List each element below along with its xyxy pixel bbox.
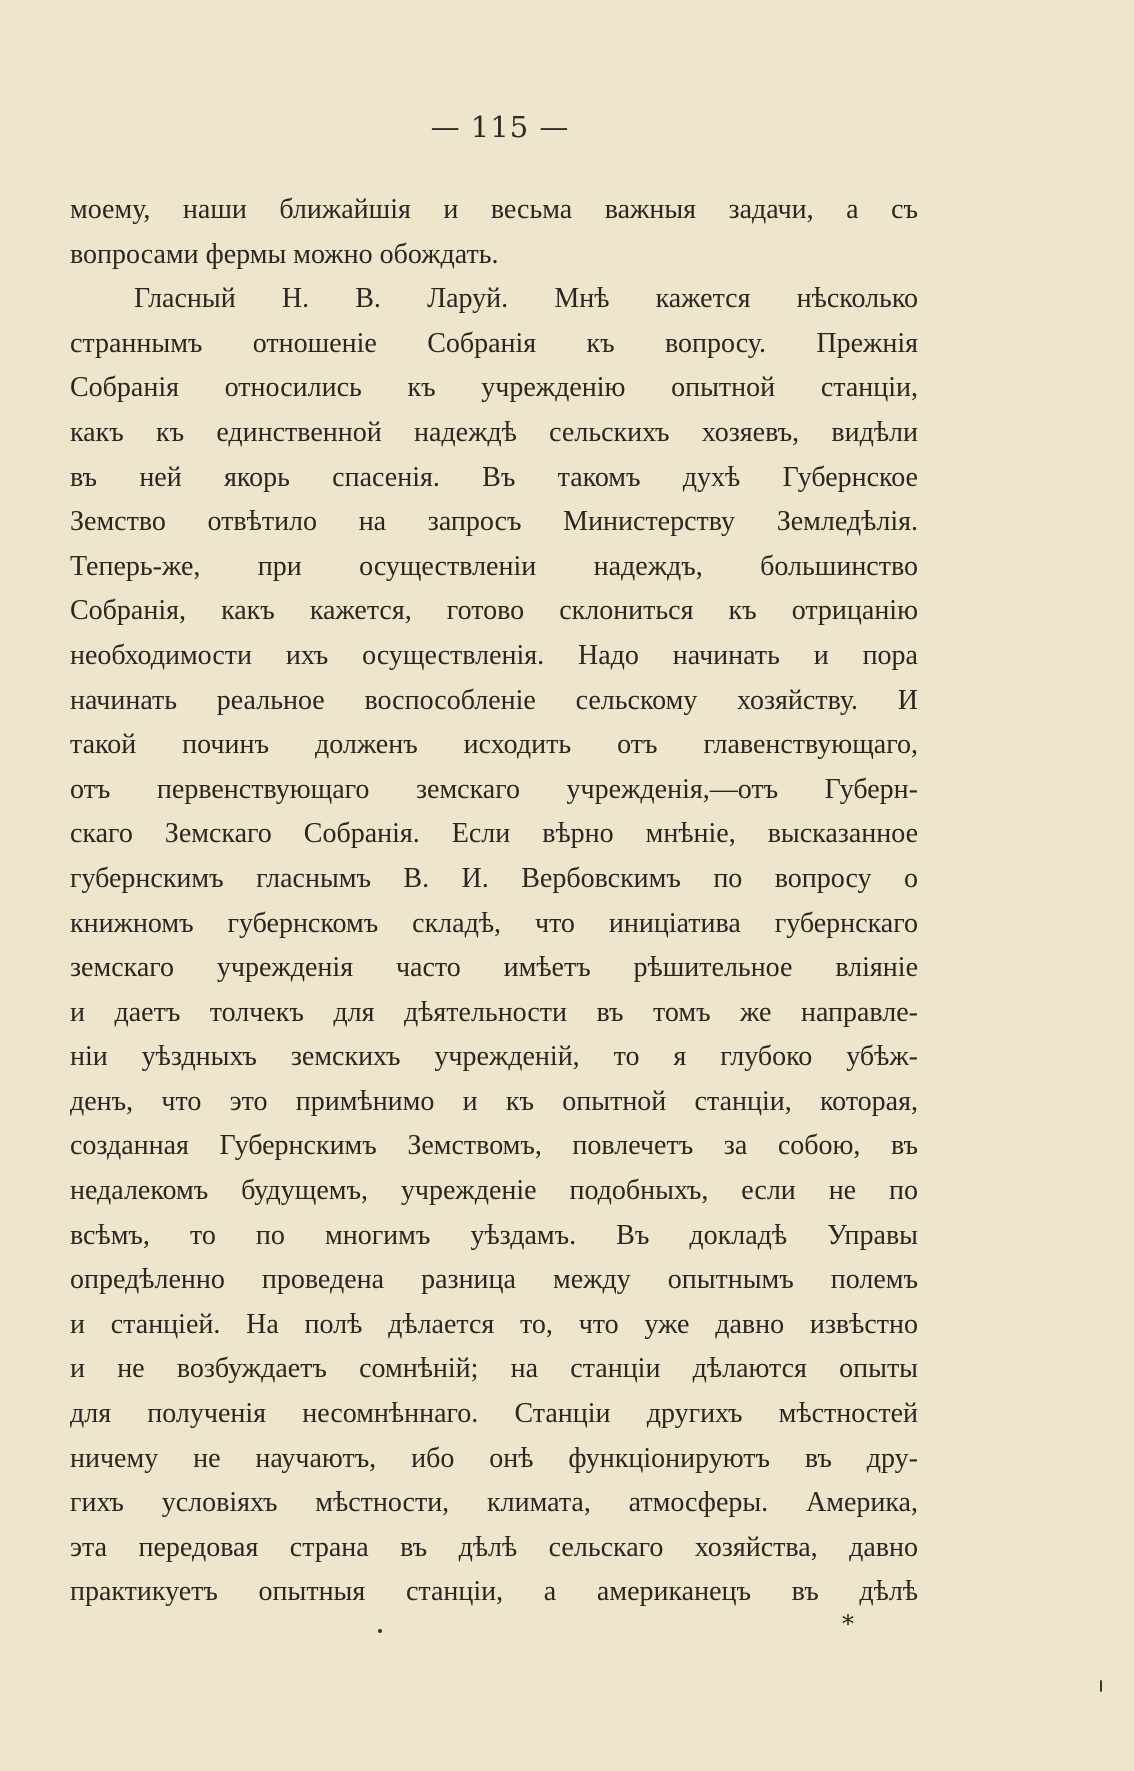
text-line: и станціей. На полѣ дѣлается то, что уже давно извѣстно bbox=[70, 1308, 918, 1340]
text-line: и не возбуждаетъ сомнѣній; на станціи дѣлаются опыты bbox=[70, 1353, 918, 1385]
text-line: недалекомъ будущемъ, учрежденіе подобныхъ, если не по bbox=[70, 1175, 918, 1207]
page-number: — 115 — bbox=[430, 110, 570, 144]
text-line: вопросами фермы можно обождать. bbox=[70, 238, 499, 270]
text-line: какъ къ единственной надеждѣ сельскихъ хозяевъ, видѣли bbox=[70, 416, 918, 448]
text-line: необходимости ихъ осуществленія. Надо начинать и пора bbox=[70, 639, 918, 671]
text-line: Собранія относились къ учрежденію опытной станціи, bbox=[70, 372, 918, 404]
text-line: Гласный Н. В. Ларуй. Мнѣ кажется нѣсколько bbox=[134, 283, 918, 315]
text-line: и даетъ толчекъ для дѣятельности въ томъ же направле- bbox=[70, 996, 918, 1028]
text-line: эта передовая страна въ дѣлѣ сельскаго хозяйства, давно bbox=[70, 1531, 918, 1563]
body-text bbox=[70, 188, 918, 1615]
text-line: скаго Земскаго Собранія. Если вѣрно мнѣніе, высказанное bbox=[70, 818, 918, 850]
text-line: ничему не научаютъ, ибо онѣ функціонируютъ въ дру- bbox=[70, 1442, 918, 1474]
text-line: земскаго учрежденія часто имѣетъ рѣшительное вліяніе bbox=[70, 952, 918, 984]
signature-mark: * bbox=[842, 1610, 854, 1638]
text-line: въ ней якорь спасенія. Въ такомъ духѣ Губернское bbox=[70, 461, 918, 493]
text-line: отъ первенствующаго земскаго учрежденія,—отъ Губерн- bbox=[70, 773, 918, 805]
text-line: всѣмъ, то по многимъ уѣздамъ. Въ докладѣ Управы bbox=[70, 1219, 918, 1251]
text-line: созданная Губернскимъ Земствомъ, повлечетъ за собою, въ bbox=[70, 1130, 918, 1162]
text-line: такой починъ долженъ исходить отъ главенствующаго, bbox=[70, 729, 918, 761]
text-line: Земство отвѣтило на запросъ Министерству Земледѣлія. bbox=[70, 506, 918, 538]
text-line: губернскимъ гласнымъ В. И. Вербовскимъ по вопросу о bbox=[70, 862, 918, 894]
text-line: практикуетъ опытныя станціи, а американецъ въ дѣлѣ bbox=[70, 1576, 918, 1608]
text-line: страннымъ отношеніе Собранія къ вопросу. Прежнія bbox=[70, 327, 918, 359]
text-line: начинать реальное воспособленіе сельскому хозяйству. И bbox=[70, 684, 918, 716]
text-line: денъ, что это примѣнимо и къ опытной станціи, которая, bbox=[70, 1085, 918, 1117]
text-line: ніи уѣздныхъ земскихъ учрежденій, то я глубоко убѣж- bbox=[70, 1041, 918, 1073]
ink-speck bbox=[378, 1629, 382, 1633]
text-line: Собранія, какъ кажется, готово склониться къ отрицанію bbox=[70, 595, 918, 627]
text-line: для полученія несомнѣннаго. Станціи другихъ мѣстностей bbox=[70, 1398, 918, 1430]
text-line: моему, наши ближайшія и весьма важныя задачи, а съ bbox=[70, 194, 918, 225]
text-line: гихъ условіяхъ мѣстности, климата, атмосферы. Америка, bbox=[70, 1487, 918, 1519]
ink-speck bbox=[1100, 1680, 1102, 1692]
text-line: Теперь-же, при осуществленіи надеждъ, большинство bbox=[70, 550, 918, 582]
text-line: опредѣленно проведена разница между опытнымъ полемъ bbox=[70, 1264, 918, 1296]
text-line: книжномъ губернскомъ складѣ, что иниціатива губернскаго bbox=[70, 907, 918, 939]
